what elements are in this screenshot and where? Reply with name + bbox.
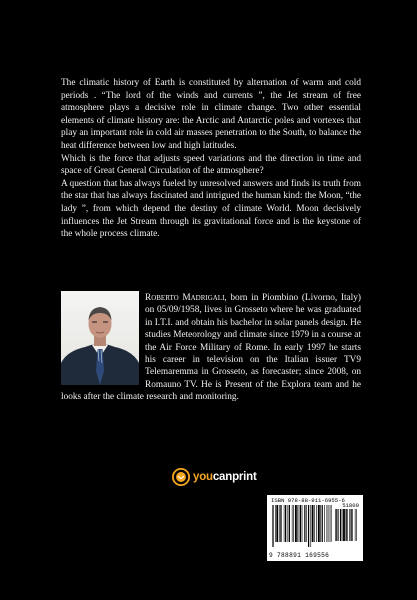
barcode-bar [356,509,357,541]
barcode-bar [292,505,293,542]
barcode-bar [320,505,321,542]
barcode-bar [318,505,320,542]
barcode-bar [327,505,328,542]
barcode-bar [300,505,301,542]
youcanprint-logo-icon [172,468,190,486]
price-code: 51800 [342,502,359,509]
barcode-bar [281,505,282,542]
barcode-bar [346,509,347,541]
barcode-bar [302,505,303,542]
barcode-bar [322,505,323,542]
barcode-bar [289,505,290,542]
barcode-bar [273,505,274,547]
barcode-bar [299,505,300,542]
barcode-bar [328,505,329,542]
barcode-bar [276,505,278,542]
barcode-bar [342,509,343,541]
barcode-bar [275,505,276,542]
addon-barcode-bars [335,509,359,546]
barcode-bar [295,505,297,542]
barcode-bar [297,505,298,542]
barcode-bar [285,505,286,542]
barcode-bar [316,505,317,542]
barcode-bar [336,509,337,541]
blurb-paragraph-1: The climatic history of Earth is constituted by alternation of warm and cold periods . “The lord of the winds and currents ”, the Jet stream of free atmosphere plays a decisive role in climate change. Two other essential elements of climate history are: the Arctic and Antarctic poles and vortexes that play an important role in cold air masses penetration to the South, to balance the heat difference between low and high latitudes. [61,78,361,151]
barcode-bar [306,505,307,542]
isbn-text: ISBN 978-88-911-6955-6 [271,497,345,504]
barcode-bar [335,509,336,541]
barcode-bar [314,505,315,542]
barcode-bar [324,505,325,542]
publisher-name: youcanprint [193,471,257,483]
author-bio [61,292,361,404]
ean-barcode-bars [272,505,332,547]
barcode-bar [351,509,352,541]
barcode-bar [352,509,353,541]
blurb-paragraph-2: Which is the force that adjusts speed variations and the direction in time and space of Great General Circulation of the atmosphere? [61,153,361,177]
barcode-bar [340,509,341,541]
barcode-bar [343,509,345,541]
ean-digits: 9 788891 169556 [269,552,330,559]
publisher-logo[interactable] [172,468,257,486]
author-bio-text: , born in Piombino (Livorno, Italy) on 05/09/1958, lives in Grosseto where he was graduated in I.T.I. and obtain his bachelor in solar panels design. He studies Meteorology and climate since 1979 in a course at the Air Force Military of Rome. In early 1997 he starts his career in television on the Italian issuer TV9 Telemaremma in Grosseto, as forecaster; since 2008, on Romauno TV. He is Present of the Explora team and he looks after the climate research and monitoring. [61,293,361,403]
barcode-bar [288,505,289,542]
back-cover-blurb [61,77,361,241]
barcode-bar [347,509,348,541]
barcode-bar [308,505,309,547]
author-name: Roberto Madrigali [145,293,225,303]
barcode-bar [279,505,280,542]
barcode-bar [310,505,311,547]
barcode-bar [330,505,331,542]
barcode-bar [338,509,339,541]
blurb-paragraph-3: A question that has always fueled by unresolved answers and finds its truth from the star that has always fascinated and intrigued the human kind: the Moon, “the lady ”, from which depend the destiny of climate World. Moon decisively influences the Jet Stream through its gravitational force and is the keystone of the whole process climate. [61,178,361,240]
barcode-bar [355,509,356,541]
barcode-bar [304,505,305,542]
barcode-bar [349,509,350,541]
barcode-bar [284,505,285,542]
barcode-bar [312,505,314,542]
barcode-bar [272,505,273,547]
barcode-bar [293,505,294,542]
isbn-barcode [267,495,363,561]
barcode-bar [331,505,332,542]
